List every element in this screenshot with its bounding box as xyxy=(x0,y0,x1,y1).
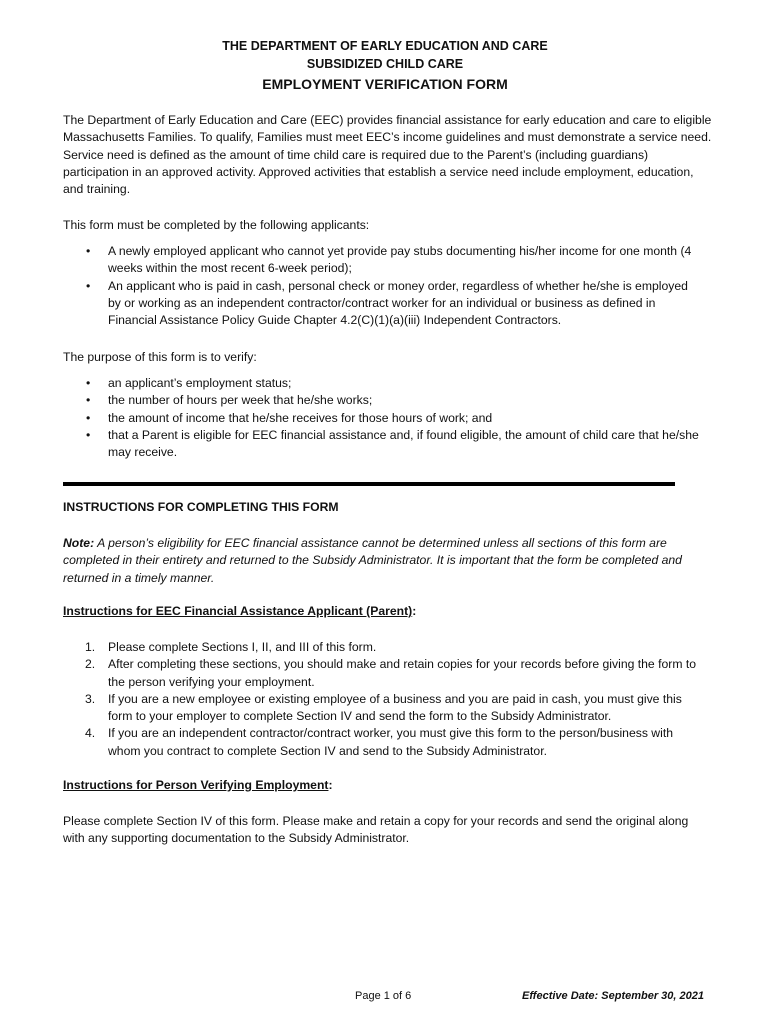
bullet-icon: • xyxy=(86,393,91,408)
eligibility-note xyxy=(63,535,713,587)
list-item: • that a Parent is eligible for EEC financial assistance and, if found eligible, the amount of child care that he/she may receive. xyxy=(86,427,699,460)
list-item: 1. Please complete Sections I, II, and III of this form. xyxy=(85,640,377,654)
program-heading: SUBSIDIZED CHILD CARE xyxy=(306,57,464,71)
list-item: • the amount of income that he/she receives for those hours of work; and xyxy=(63,410,703,427)
applicants-list xyxy=(63,243,703,329)
parent-instructions-heading: Instructions for EEC Financial Assistance Applicant (Parent): xyxy=(63,604,417,618)
page-number: Page 1 of 6 xyxy=(355,990,412,1002)
list-item: • An applicant who is paid in cash, personal check or money order, regardless of whether he/she is employed by or working as an independent contractor/contract worker for an individual or business as defined in Financial Assistance Policy Guide Chapter 4.2(C)(1)(a)(iii) Independent Contractors. xyxy=(86,278,688,328)
verifier-instructions-heading: Instructions for Person Verifying Employment: xyxy=(63,778,333,792)
list-item: • an applicant’s employment status; xyxy=(63,375,703,392)
purpose-lead: The purpose of this form is to verify: xyxy=(63,350,257,364)
list-item: • the number of hours per week that he/she works; xyxy=(63,392,703,409)
section-divider xyxy=(63,482,675,486)
list-item: 3. If you are a new employee or existing employee of a business and you are paid in cash, you must give this form to your employer to complete Section IV and send the form to the Subsidy Administrator. xyxy=(85,691,682,724)
bullet-icon: • xyxy=(86,244,91,258)
instructions-heading: INSTRUCTIONS FOR COMPLETING THIS FORM xyxy=(63,500,339,514)
applicants-lead: This form must be completed by the following applicants: xyxy=(63,218,370,232)
list-item: 2. After completing these sections, you should make and retain copies for your records before giving the form to the person verifying your employment. xyxy=(85,657,697,689)
effective-date: Effective Date: September 30, 2021 xyxy=(522,990,704,1002)
list-item: • A newly employed applicant who cannot yet provide pay stubs documenting his/her income for one month (4 weeks within the most recent 6-week period); xyxy=(86,244,692,276)
note-label: Note: xyxy=(63,536,95,550)
bullet-icon: • xyxy=(86,410,91,425)
bullet-icon: • xyxy=(86,427,91,442)
department-heading: THE DEPARTMENT OF EARLY EDUCATION AND CARE xyxy=(222,39,548,53)
form-title: EMPLOYMENT VERIFICATION FORM xyxy=(262,76,508,92)
verifier-instructions-text: Please complete Section IV of this form. Please make and retain a copy for your records and send the original along with any supporting documentation to the Subsidy Administrator. xyxy=(63,814,689,846)
bullet-icon: • xyxy=(86,376,91,390)
parent-steps-list xyxy=(63,639,703,760)
purpose-list xyxy=(63,375,703,461)
bullet-icon: • xyxy=(86,278,91,293)
list-item: 4. If you are an independent contractor/contract worker, you must give this form to the person/business with whom you contract to complete Section IV and send to the Subsidy Administrator. xyxy=(85,726,673,758)
note-text: A person’s eligibility for EEC financial assistance cannot be determined unless all sections of this form are completed in their entirety and returned to the Subsidy Administrator. It is important that the form be completed and returned in a timely manner. xyxy=(63,536,682,585)
intro-paragraph: The Department of Early Education and Care (EEC) provides financial assistance for early education and care to eligible Massachusetts Families. To qualify, Families must meet EEC’s income guidelines and must demonstrate a service need. Service need is defined as the amount of time child care is required due to the Parent’s (including guardians) participation in an approved activity. Approved activities that establish a service need include employment, education, and training. xyxy=(63,113,712,197)
